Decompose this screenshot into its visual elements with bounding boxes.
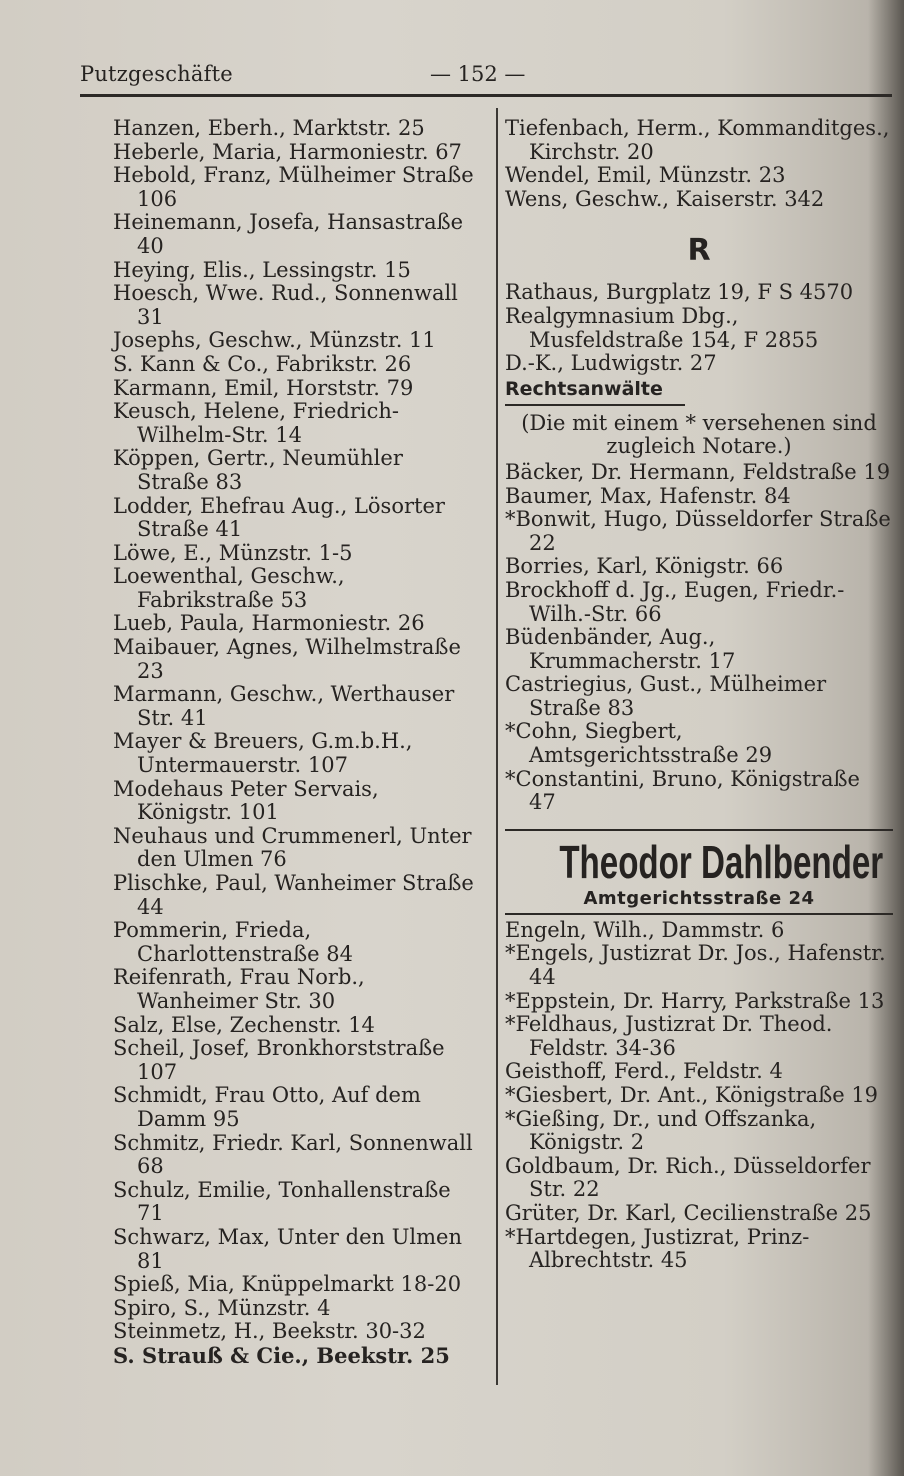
list-item: Wens, Geschw., Kaiserstr. 342 [505,186,825,211]
list-item: S. Strauß & Cie., Beekstr. 25 [113,1342,450,1368]
list-item: Büdenbänder, Aug., Krummacherstr. 17 [505,625,736,673]
list-item: Wendel, Emil, Münzstr. 23 [505,163,786,188]
list-item: Grüter, Dr. Karl, Cecilienstraße 25 [505,1200,872,1225]
list-item: Mayer & Breuers, G.m.b.H., Untermauerstr. 107 [113,729,413,778]
page-number: — 152 — [430,62,526,86]
list-item: *Feldhaus, Justizrat Dr. Theod. Feldstr. 34-36 [505,1012,833,1060]
list-item: Modehaus Peter Servais, Königstr. 101 [113,776,379,825]
list-item: Salz, Else, Zechenstr. 14 [113,1012,375,1037]
list-item: Neuhaus und Crummenerl, Unter den Ulmen 76 [113,823,472,872]
lawyer-entries-after-ad [505,919,893,1273]
list-item: Keusch, Helene, Friedrich-Wilhelm-Str. 14 [113,399,400,447]
list-item: Tiefenbach, Herm., Kommanditges., Kirchstr. 20 [505,116,890,164]
list-item: Josephs, Geschw., Münzstr. 11 [113,328,436,353]
list-item: Löwe, E., Münzstr. 1-5 [113,540,353,565]
section-title: Putzgeschäfte [80,62,233,86]
right-top-entries [505,117,893,211]
list-item: *Gießing, Dr., und Offszanka, Königstr. 2 [505,1106,817,1155]
notary-note: (Die mit einem * versehenen sind zugleich Notare.) [521,410,877,459]
page-header [80,60,892,94]
header-rule [80,94,892,97]
list-item: Goldbaum, Dr. Rich., Düsseldorfer Str. 22 [505,1153,871,1202]
list-item: Engeln, Wilh., Dammstr. 6 [505,917,785,942]
list-item: Bäcker, Dr. Hermann, Feldstraße 19 [505,459,891,484]
list-item: *Cohn, Siegbert, Amtsgerichtsstraße 29 [505,719,773,768]
advertisement [505,829,893,915]
list-item: S. Kann & Co., Fabrikstr. 26 [113,351,412,376]
list-item: *Hartdegen, Justizrat, Prinz-Albrechtstr. 45 [505,1224,810,1273]
list-item: Karmann, Emil, Horststr. 79 [113,375,414,400]
list-item: Heying, Elis., Lessingstr. 15 [113,257,411,282]
list-item: Steinmetz, H., Beekstr. 30-32 [113,1319,426,1344]
column-divider [496,108,498,1385]
list-item: Maibauer, Agnes, Wilhelmstraße 23 [113,635,461,683]
list-item: Hebold, Franz, Mülheimer Straße 106 [113,163,474,211]
list-item: Schwarz, Max, Unter den Ulmen 81 [113,1224,462,1273]
list-item: *Eppstein, Dr. Harry, Parkstraße 13 [505,988,885,1013]
list-item: Geisthoff, Ferd., Feldstr. 4 [505,1059,783,1084]
list-item: Lodder, Ehefrau Aug., Lösorter Straße 41 [113,493,445,542]
section-letter: R [687,233,711,269]
list-item: Schulz, Emilie, Tonhallenstraße 71 [113,1177,451,1226]
right-r-entries [505,281,893,375]
list-item: Plischke, Paul, Wanheimer Straße 44 [113,871,474,919]
list-item: *Constantini, Bruno, Königstraße 47 [505,766,860,815]
right-column [505,117,893,1273]
list-item: *Engels, Justizrat Dr. Jos., Hafenstr. 44 [505,941,886,990]
list-item: Scheil, Josef, Bronkhorststraße 107 [113,1036,445,1084]
ad-name: Theodor Dahlbender [559,835,884,888]
list-item: Rathaus, Burgplatz 19, F S 4570 [505,280,854,305]
list-item: Hanzen, Eberh., Marktstr. 25 [113,116,425,140]
list-item: Reifenrath, Frau Norb., Wanheimer Str. 30 [113,965,365,1013]
list-item: Castriegius, Gust., Mülheimer Straße 83 [505,672,827,720]
list-item: Lueb, Paula, Harmoniestr. 26 [113,611,425,636]
list-item: Schmidt, Frau Otto, Auf dem Damm 95 [113,1083,421,1131]
list-item: Köppen, Gertr., Neumühler Straße 83 [113,446,403,494]
list-item: Pommerin, Frieda, Charlottenstraße 84 [113,918,353,966]
list-item: Hoesch, Wwe. Rud., Sonnenwall 31 [113,281,458,329]
list-item: Heberle, Maria, Harmoniestr. 67 [113,139,462,164]
list-item: Schmitz, Friedr. Karl, Sonnenwall 68 [113,1130,473,1179]
rechtsanwaelte-heading: Rechtsanwälte [505,376,685,406]
list-item: Baumer, Max, Hafenstr. 84 [505,483,791,508]
list-item: Spieß, Mia, Knüppelmarkt 18-20 [113,1272,462,1297]
list-item: Spiro, S., Münzstr. 4 [113,1295,331,1320]
left-column [113,117,478,1367]
list-item: Marmann, Geschw., Werthauser Str. 41 [113,682,455,730]
list-item: Loewenthal, Geschw., Fabrikstraße 53 [113,564,345,612]
list-item: Heinemann, Josefa, Hansastraße 40 [113,210,464,258]
lawyer-entries-before-ad [505,461,893,815]
ad-address: Amtgerichtsstraße 24 [583,887,815,909]
list-item: D.-K., Ludwigstr. 27 [505,351,717,376]
list-item: *Bonwit, Hugo, Düsseldorfer Straße 22 [505,507,891,555]
list-item: Realgymnasium Dbg., Musfeldstraße 154, F 2855 [505,303,819,352]
list-item: Borries, Karl, Königstr. 66 [505,554,784,579]
list-item: *Giesbert, Dr. Ant., Königstraße 19 [505,1083,879,1107]
list-item: Brockhoff d. Jg., Eugen, Friedr.-Wilh.-Str. 66 [505,577,845,626]
